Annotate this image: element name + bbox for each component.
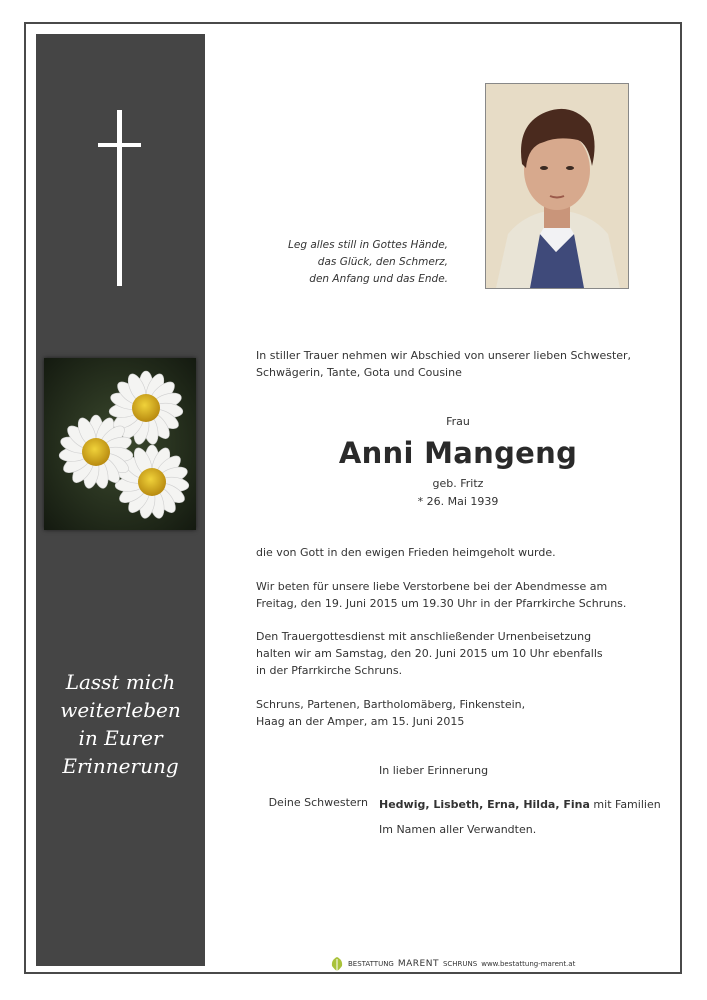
intro-line: Schwägerin, Tante, Gota und Cousine [256,366,462,379]
portrait-photo [485,83,629,289]
body-line: Wir beten für unsere liebe Verstorbene bei der Abendmesse am [256,580,608,593]
body-paragraph-1: die von Gott in den ewigen Frieden heimgeholt wurde. [256,546,556,559]
body-line: Schruns, Partenen, Bartholomäberg, Finkenstein, [256,698,526,711]
footer-prefix: BESTATTUNG [348,960,394,968]
footer-place: SCHRUNS [442,960,478,968]
motto-line: Lasst mich [65,670,176,694]
daisy-flowers-image [44,358,196,530]
sidebar [36,34,205,966]
footer [330,956,575,972]
signature-suffix: mit Familien [589,798,661,811]
intro-text [256,347,631,381]
motto-line: weiterleben [60,698,181,722]
maiden-name: geb. Fritz [432,477,484,490]
cross-icon [117,110,122,286]
deceased-name: Anni Mangeng [338,436,578,470]
bible-quote [255,237,448,288]
body-line: in der Pfarrkirche Schruns. [256,664,403,677]
footer-brand: MARENT [397,959,439,969]
sidebar-motto [36,668,205,780]
relatives-text: Im Namen aller Verwandten. [379,823,537,836]
quote-line: Leg alles still in Gottes Hände, [288,239,448,251]
leaf-logo-icon [330,956,344,972]
quote-line: das Glück, den Schmerz, [317,256,448,268]
signature-label: Deine Schwestern [268,796,368,809]
body-line: Haag an der Amper, am 15. Juni 2015 [256,715,465,728]
footer-url: www.bestattung-marent.at [481,960,576,968]
body-line: Den Trauergottesdienst mit anschließender Urnenbeisetzung [256,630,592,643]
body-paragraph-4 [256,696,525,730]
birth-date: * 26. Mai 1939 [417,495,499,508]
motto-line: Erinnerung [62,754,179,778]
signature-names-line [379,796,661,813]
signature-names: Hedwig, Lisbeth, Erna, Hilda, Fina [379,798,590,811]
body-line: Freitag, den 19. Juni 2015 um 19.30 Uhr in der Pfarrkirche Schruns. [256,597,627,610]
body-line: halten wir am Samstag, den 20. Juni 2015 um 10 Uhr ebenfalls [256,647,603,660]
quote-line: den Anfang und das Ende. [309,273,448,285]
intro-line: In stiller Trauer nehmen wir Abschied von unserer lieben Schwester, [256,349,632,362]
salutation: Frau [446,415,470,428]
cross-icon-bar [98,143,141,147]
closing-text: In lieber Erinnerung [379,764,489,777]
body-paragraph-3 [256,628,603,679]
body-paragraph-2 [256,578,626,612]
motto-line: in Eurer [78,726,163,750]
